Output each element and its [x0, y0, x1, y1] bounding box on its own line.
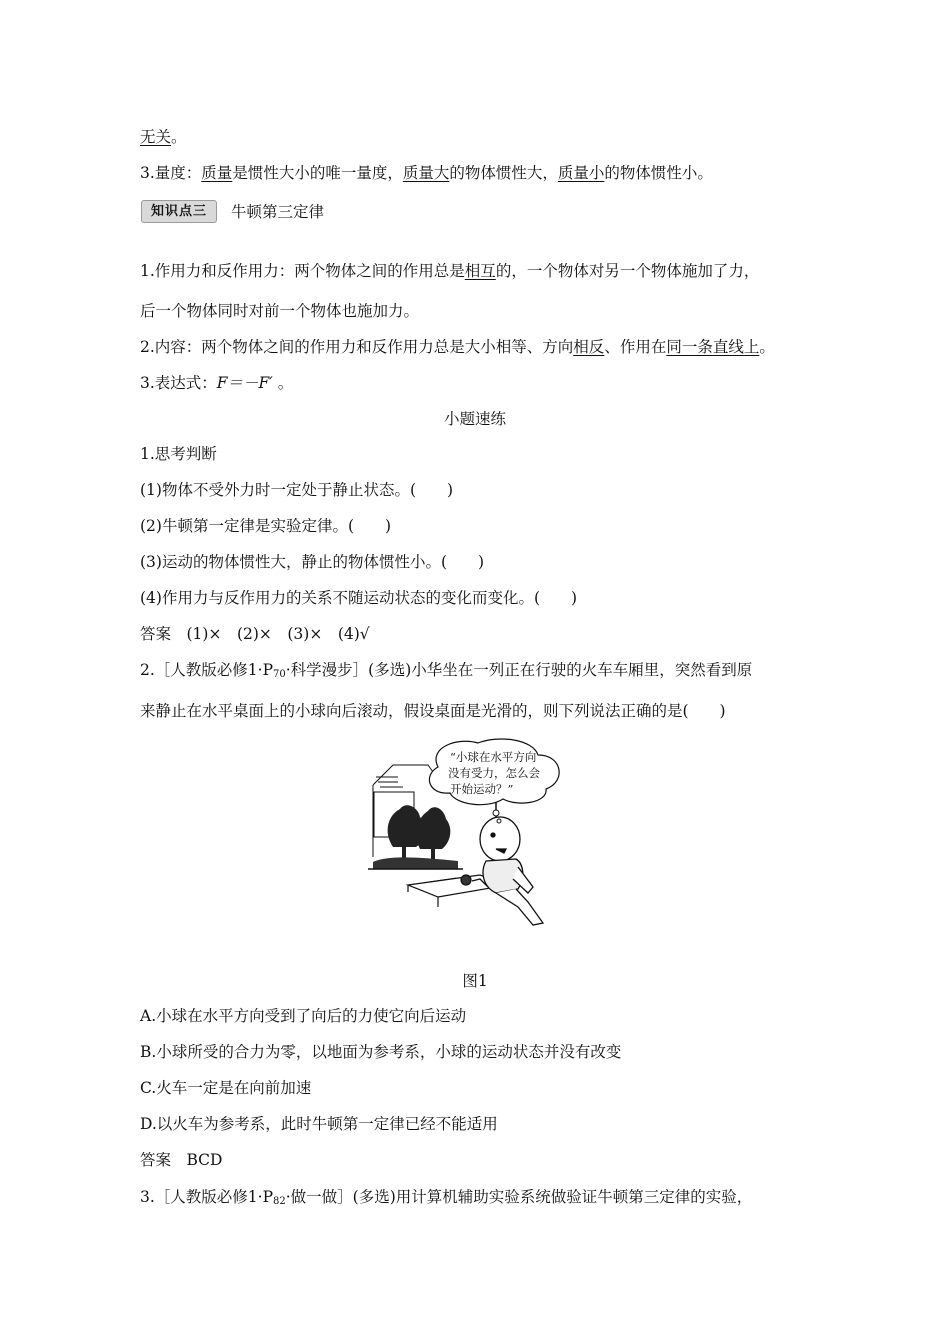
underlined-term: 质量大 [402, 164, 450, 182]
option-d: D.以火车为参考系，此时牛顿第一定律已经不能适用 [140, 1115, 498, 1133]
section-badge: 知识点三 [141, 200, 217, 223]
option-a: A.小球在水平方向受到了向后的力使它向后运动 [140, 1007, 467, 1025]
character [472, 817, 543, 925]
underlined-term: 质量小 [557, 164, 605, 182]
bubble-text-line: “小球在水平方向 [450, 750, 537, 764]
thought-bubble [429, 739, 559, 823]
question-2-stem: 2.［人教版必修$1\cdot P_{70}\cdot$科学漫步］(多选)小华坐在一列正在行驶的火车车厢里，突然看到原 [140, 661, 753, 680]
question-1-head: 1.思考判断 [140, 445, 217, 463]
figure-caption: 图1 [462, 972, 488, 990]
action-reaction-paragraph-cont: 后一个物体同时对前一个物体也施加力。 [140, 302, 420, 320]
question-3-stem: 3.［人教版必修$1\cdot P_{82}\cdot$做一做］(多选)用计算机辅助实验系统做验证牛顿第三定律的实验， [140, 1188, 753, 1207]
formula: F＝－F′ [216, 374, 273, 392]
underlined-term: 相反 [573, 338, 605, 356]
paragraph-continuation: 无关。 [140, 128, 187, 146]
content-paragraph: 2.内容：两个物体之间的作用力和反作用力总是大小相等、方向相反、作用在同一条直线上。 [140, 338, 775, 356]
question-1-item: (4)作用力与反作用力的关系不随运动状态的变化而变化。( ) [140, 589, 578, 607]
question-1-item: (3)运动的物体惯性大，静止的物体惯性小。( ) [140, 553, 485, 571]
underlined-term: 相互 [464, 262, 496, 280]
question-1-item: (2)牛顿第一定律是实验定律。( ) [140, 517, 392, 535]
option-c: C.火车一定是在向前加速 [140, 1079, 312, 1097]
bubble-text-line: 开始运动？” [450, 782, 514, 796]
section-title: 牛顿第三定律 [231, 203, 325, 221]
cartoon-illustration [368, 737, 578, 933]
underlined-term: 质量 [201, 164, 233, 182]
question-2-answer: 答案 BCD [140, 1151, 223, 1169]
action-reaction-paragraph: 1.作用力和反作用力：两个物体之间的作用总是相互的，一个物体对另一个物体施加了力， [140, 262, 760, 280]
question-2-stem-cont: 来静止在水平桌面上的小球向后滚动，假设桌面是光滑的，则下列说法正确的是( ) [140, 702, 726, 720]
bubble-text-line: 没有受力，怎么会 [448, 766, 540, 780]
option-b: B.小球所受的合力为零，以地面为参考系，小球的运动状态并没有改变 [140, 1043, 622, 1061]
expression-paragraph: 3.表达式：F＝－F′ 。 [140, 374, 294, 392]
question-1-answer: 答案 (1)× (2)× (3)× (4)√ [140, 625, 370, 643]
underlined-term: 无关 [140, 128, 172, 146]
measure-paragraph: 3.量度：质量是惯性大小的唯一量度，质量大的物体惯性大，质量小的物体惯性小。 [140, 164, 713, 182]
underlined-term: 同一条直线上 [666, 338, 760, 356]
question-1-item: (1)物体不受外力时一定处于静止状态。( ) [140, 481, 454, 499]
practice-title: 小题速练 [443, 410, 506, 428]
